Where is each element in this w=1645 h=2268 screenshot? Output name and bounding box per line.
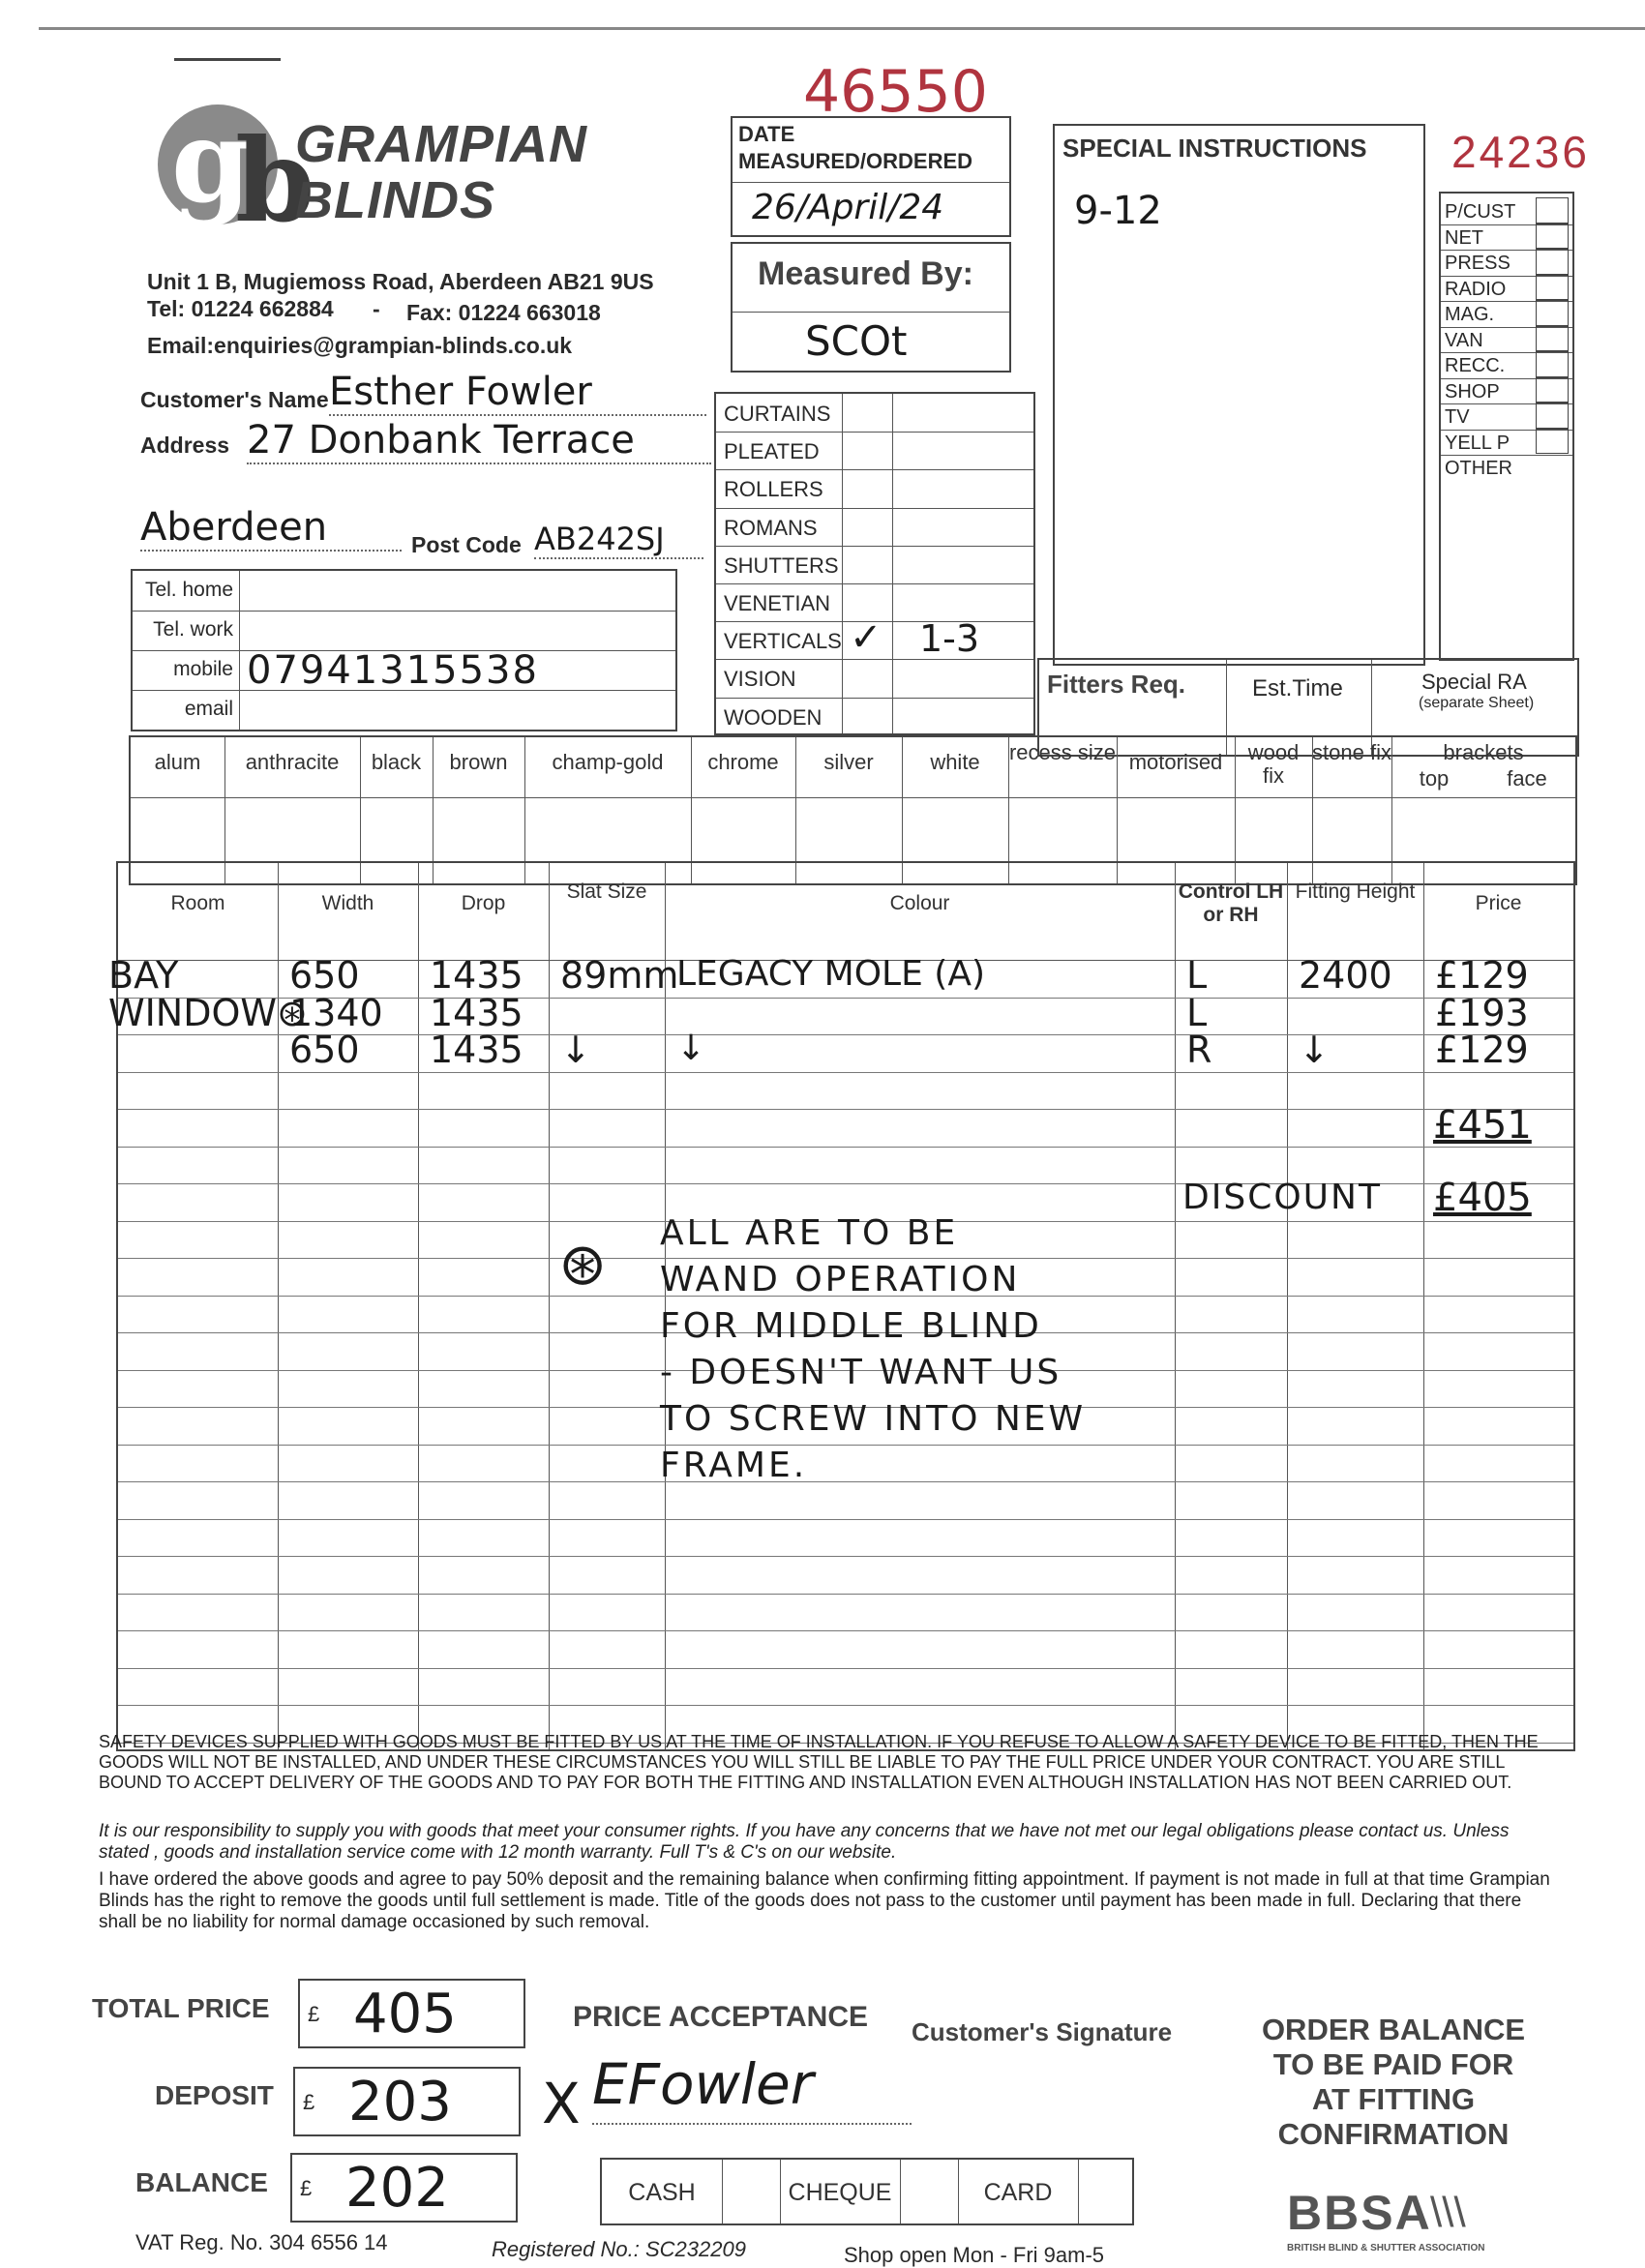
note-line: WAND OPERATION: [660, 1259, 1021, 1299]
source-checkbox: [1536, 275, 1569, 301]
order-balance-line-3: AT FITTING: [1311, 2082, 1476, 2116]
bbsa-logo: BBSA: [1287, 2186, 1432, 2240]
table-row-line: [118, 1445, 1573, 1446]
source-option-label: YELL P: [1445, 432, 1510, 454]
customer-city: Aberdeen: [140, 505, 402, 552]
address-label: Address: [140, 433, 230, 458]
order-number: 46550: [803, 58, 988, 126]
option-label: white: [930, 750, 980, 774]
option-label: champ-gold: [552, 750, 664, 774]
product-type-label: CURTAINS: [724, 402, 831, 426]
option-label: black: [371, 750, 422, 774]
contact-label: Tel. home: [144, 579, 233, 601]
contact-label: email: [184, 698, 233, 720]
source-option-label: RADIO: [1445, 278, 1507, 300]
payment-method-label: CHEQUE: [788, 2179, 892, 2206]
company-name-line1: GRAMPIAN: [295, 115, 587, 173]
table-header: Width: [321, 892, 374, 914]
postcode-label: Post Code: [411, 532, 522, 557]
measured-divider: [733, 312, 1009, 313]
order-balance-line-4: CONFIRMATION: [1277, 2117, 1510, 2151]
source-option-label: P/CUST: [1445, 201, 1516, 223]
registered-number: Registered No.: SC232209: [492, 2237, 746, 2261]
table-subtotal: £451: [1433, 1103, 1532, 1148]
signature-label: Customer's Signature: [912, 2017, 1173, 2046]
source-option-label: VAN: [1445, 329, 1483, 351]
customer-name: Esther Fowler: [329, 370, 706, 416]
product-type-value: 1-3: [919, 617, 980, 661]
product-type-label: VERTICALS: [724, 629, 842, 654]
table-cell-drop: 1435: [430, 954, 523, 997]
source-option-label: RECC.: [1445, 355, 1506, 376]
product-row-line: [716, 469, 1033, 470]
option-label: silver: [823, 750, 874, 774]
measured-by-label: Measured By:: [758, 255, 973, 292]
product-type-label: ROMANS: [724, 515, 818, 540]
table-cell-control: L: [1186, 954, 1208, 997]
special-ra-sub: (separate Sheet): [1419, 695, 1535, 711]
bbsa-subtitle: BRITISH BLIND & SHUTTER ASSOCIATION: [1287, 2243, 1485, 2253]
source-row-line: [1441, 455, 1572, 456]
table-header: Drop: [461, 892, 506, 914]
table-cell-width: 650: [289, 1029, 360, 1071]
note-line: - DOESN'T WANT US: [660, 1352, 1062, 1392]
product-type-label: VENETIAN: [724, 591, 831, 615]
product-type-label: VISION: [724, 667, 796, 692]
customer-name-label: Customer's Name: [140, 387, 329, 412]
special-ra-label: Special RA: [1421, 670, 1527, 694]
table-row-line: [118, 1556, 1573, 1557]
payment-method-checkbox-divider: [722, 2160, 723, 2223]
balance-currency: £: [300, 2176, 313, 2200]
bracket-face-label: face: [1507, 766, 1547, 791]
table-header: Slat Size: [566, 880, 647, 903]
note-line: TO SCREW INTO NEW: [660, 1398, 1087, 1439]
source-checkbox: [1536, 403, 1569, 429]
source-option-label: OTHER: [1445, 458, 1512, 479]
total-price-value: 405: [353, 1983, 457, 2045]
payment-method-label: CASH: [628, 2179, 696, 2206]
table-cell-price: £129: [1435, 954, 1529, 997]
product-type-tick: ✓: [850, 615, 882, 661]
table-cell-height: ↓: [1299, 1029, 1330, 1071]
total-currency: £: [308, 2002, 320, 2026]
table-cell-control: R: [1186, 1029, 1212, 1071]
contact-value: 07941315538: [247, 648, 539, 693]
table-col-divider: [549, 863, 550, 1749]
measurements-table: [108, 861, 1575, 1751]
note-line: FRAME.: [660, 1445, 808, 1485]
product-type-label: WOODEN: [724, 704, 822, 730]
option-label: alum: [154, 750, 201, 774]
est-time-label: Est.Time: [1252, 675, 1343, 701]
product-type-label: SHUTTERS: [724, 552, 839, 578]
contact-row-line: [133, 690, 675, 691]
source-list-box: [1439, 192, 1574, 661]
table-cell-slat: ↓: [560, 1029, 591, 1071]
date-divider: [733, 182, 1009, 183]
table-col-divider: [1423, 863, 1424, 1749]
discount-total: £405: [1433, 1176, 1532, 1220]
table-header: Control LH or RH: [1178, 880, 1284, 926]
source-checkbox: [1536, 429, 1569, 455]
table-cell-room: WINDOW⊛: [108, 991, 308, 1034]
table-header: Fitting Height: [1295, 880, 1416, 903]
table-cell-width: 650: [289, 954, 360, 997]
contact-table: [131, 569, 677, 731]
company-dash: -: [373, 296, 380, 321]
option-label: stone fix: [1312, 740, 1391, 764]
date-value: 26/April/24: [752, 188, 944, 227]
total-price-box: [298, 1979, 525, 2048]
table-row-line: [118, 1594, 1573, 1595]
date-label: DATE: [738, 122, 795, 146]
special-instructions-value: 9-12: [1074, 189, 1162, 233]
source-checkbox: [1536, 300, 1569, 326]
payment-method-box: [600, 2158, 1134, 2225]
source-checkbox: [1536, 326, 1569, 352]
table-cell-control: L: [1186, 991, 1208, 1034]
scan-mark: [174, 58, 281, 61]
payment-method-checkbox-divider: [900, 2160, 901, 2223]
discount-label: DISCOUNT: [1182, 1178, 1382, 1217]
table-row-line: [118, 1481, 1573, 1482]
product-row-line: [716, 432, 1033, 433]
product-col-divider-2: [892, 394, 893, 733]
deposit-value: 203: [348, 2071, 452, 2134]
source-checkbox: [1536, 197, 1569, 224]
table-cell-width: 1340: [289, 991, 383, 1034]
table-cell-drop: 1435: [430, 1029, 523, 1071]
source-checkbox: [1536, 224, 1569, 250]
option-label: anthracite: [245, 750, 340, 774]
balance-label: BALANCE: [135, 2167, 268, 2197]
option-label: recess size: [1008, 740, 1117, 764]
options-mid-line: [131, 797, 1575, 798]
deposit-label: DEPOSIT: [155, 2080, 274, 2110]
product-row-line: [716, 508, 1033, 509]
company-fax: Fax: 01224 663018: [406, 300, 601, 325]
payment-method-label: CARD: [983, 2179, 1053, 2206]
special-instructions-label: SPECIAL INSTRUCTIONS: [1062, 134, 1367, 163]
table-cell-price: £129: [1435, 1029, 1529, 1071]
table-header: Colour: [889, 892, 950, 914]
customer-signature: EFowler: [592, 2051, 912, 2125]
customer-address: 27 Donbank Terrace: [247, 418, 711, 464]
svg-text:b: b: [235, 113, 314, 242]
source-option-label: SHOP: [1445, 380, 1500, 403]
source-option-label: NET: [1445, 226, 1483, 249]
table-cell-colour: ↓: [676, 1029, 706, 1068]
product-type-table: [714, 392, 1035, 735]
table-cell-room: BAY: [108, 954, 179, 997]
table-cell-price: £193: [1435, 991, 1529, 1034]
contact-row-line: [133, 611, 675, 612]
table-cell-height: 2400: [1299, 954, 1392, 997]
product-type-label: ROLLERS: [724, 477, 823, 502]
table-row-line: [118, 1668, 1573, 1669]
price-acceptance-label: PRICE ACCEPTANCE: [573, 2001, 869, 2033]
option-label: brown: [449, 750, 508, 774]
date-label-2: MEASURED/ORDERED: [738, 149, 973, 173]
measured-by-box: [731, 242, 1011, 373]
table-cell-drop: 1435: [430, 991, 523, 1034]
measured-by-value: SCOt: [805, 317, 908, 365]
balance-value: 202: [345, 2157, 449, 2220]
svg-text:g: g: [171, 97, 252, 228]
shop-hours: Shop open Mon - Fri 9am-5: [844, 2243, 1105, 2267]
table-col-divider: [1287, 863, 1288, 1749]
gb-logo: [150, 97, 314, 242]
product-col-divider-1: [842, 394, 843, 733]
option-label: motorised: [1128, 750, 1223, 774]
note-line: FOR MIDDLE BLIND: [660, 1305, 1042, 1346]
deposit-currency: £: [303, 2090, 315, 2114]
terms-agreement: I have ordered the above goods and agree to pay 50% deposit and the remaining balance when confirming fitting appointment. If payment is not made in full at that time Grampian Blinds has the right to remove the goods until full settlement is made. Title of the goods does not pass to the customer until payment has been made in full. Declaring that there shall be no liability for normal damage occasioned by such removal.: [99, 1869, 1550, 1932]
table-row-line: [118, 1072, 1573, 1073]
table-row-line: [118, 1147, 1573, 1148]
table-row-line: [118, 1109, 1573, 1110]
contact-label: mobile: [173, 658, 233, 680]
company-email: Email:enquiries@grampian-blinds.co.uk: [147, 333, 573, 358]
contact-label: Tel. work: [153, 618, 233, 641]
product-type-label: PLEATED: [724, 439, 820, 464]
payment-method-checkbox-divider: [1078, 2160, 1079, 2223]
total-price-label: TOTAL PRICE: [92, 1993, 270, 2023]
company-address: Unit 1 B, Mugiemoss Road, Aberdeen AB21 9US: [147, 269, 654, 294]
fitters-label: Fitters Req.: [1047, 670, 1186, 699]
table-row-line: [118, 1630, 1573, 1631]
order-balance-line-1: ORDER BALANCE: [1261, 2013, 1526, 2046]
deposit-box: [293, 2067, 521, 2136]
table-header: Room: [170, 892, 225, 914]
table-col-divider: [1175, 863, 1176, 1749]
option-label: brackets: [1443, 740, 1524, 764]
company-name-line2: BLINDS: [295, 171, 495, 229]
special-instructions-box: [1053, 124, 1425, 666]
table-row-line: [118, 1705, 1573, 1706]
product-row-line: [716, 698, 1033, 699]
table-row-line: [118, 1519, 1573, 1520]
vat-number: VAT Reg. No. 304 6556 14: [135, 2230, 388, 2254]
customer-postcode: AB242SJ: [534, 521, 703, 559]
source-checkbox: [1536, 377, 1569, 403]
reference-number: 24236: [1451, 127, 1590, 177]
balance-box: [290, 2153, 518, 2223]
table-header: Price: [1475, 892, 1522, 914]
option-label: chrome: [707, 750, 779, 774]
order-balance-note: [1210, 2013, 1577, 2152]
table-cell-colour: LEGACY MOLE (A): [676, 954, 985, 994]
source-option-label: PRESS: [1445, 253, 1510, 274]
note-line: ALL ARE TO BE: [660, 1212, 959, 1253]
source-option-label: TV: [1445, 406, 1470, 428]
product-row-line: [716, 546, 1033, 547]
product-row-line: [716, 659, 1033, 660]
page-fold-line: [39, 27, 1645, 30]
source-checkbox: [1536, 249, 1569, 275]
source-option-label: MAG.: [1445, 304, 1495, 325]
bbsa-logo-mark: \\\: [1430, 2189, 1466, 2236]
table-col-divider: [418, 863, 419, 1749]
terms-rights: It is our responsibility to supply you with goods that meet your consumer rights. If you have any concerns that we have not met our legal obligations please contact us. Unless stated , goods and installation service come with 12 month warranty. Full T's & C's on our website.: [99, 1821, 1510, 1863]
company-tel: Tel: 01224 662884: [147, 296, 334, 321]
order-balance-line-2: TO BE PAID FOR: [1272, 2047, 1514, 2081]
table-cell-slat: 89mm: [560, 954, 679, 997]
bracket-top-label: top: [1419, 766, 1450, 791]
terms-safety: SAFETY DEVICES SUPPLIED WITH GOODS MUST BE FITTED BY US AT THE TIME OF INSTALLATION. IF YOU REFUSE TO ALLOW A SAFETY DEVICE TO BE FITTED, THEN THE GOODS WILL NOT BE INSTALLED, AND UNDER THESE CIRCUMSTANCES YOU WILL STILL BE LIABLE TO PAY THE FULL PRICE UNDER YOUR CONTRACT. YOU ARE STILL BOUND TO ACCEPT DELIVERY OF THE GOODS AND TO PAY FOR BOTH THE FITTING AND INSTALLATION EVEN ALTHOUGH INSTALLATION HAS NOT BEEN CARRIED OUT.: [99, 1732, 1539, 1792]
product-row-line: [716, 583, 1033, 584]
note-marker: ⊛: [558, 1230, 608, 1298]
signature-x: X: [542, 2071, 581, 2136]
source-checkbox: [1536, 351, 1569, 377]
date-box: [731, 116, 1011, 237]
option-label: wood fix: [1247, 740, 1300, 788]
